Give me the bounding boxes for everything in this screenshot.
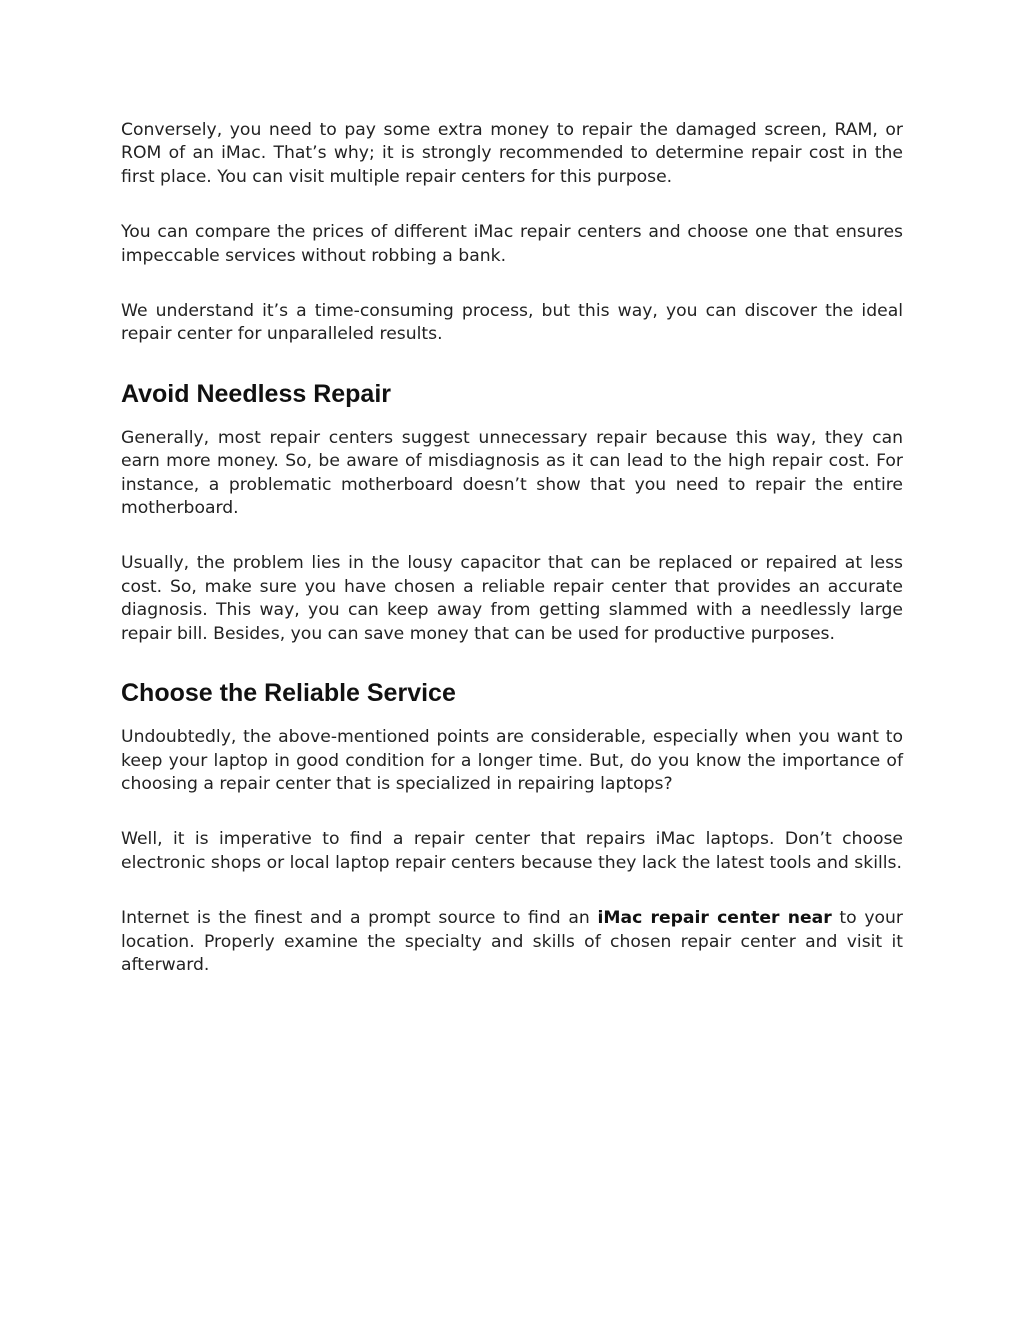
paragraph-above-mentioned-points: Undoubtedly, the above-mentioned points are considerable, especially when you want to keep your laptop in good condition for a longer time. But, do you know the importance of choosing a repair center that is specialized in repairing laptops? [121,727,903,794]
imac-repair-center-near-keyword: iMac repair center near [597,908,832,929]
document-page [121,119,903,1009]
internet-text-after: to your location. Properly examine the specialty and skills of chosen repair center and visit it afterward. [121,908,903,975]
internet-text-before: Internet is the finest and a prompt source to find an [121,908,598,929]
paragraph-unnecessary-repair: Generally, most repair centers suggest unnecessary repair because this way, they can earn more money. So, be aware of misdiagnosis as it can lead to the high repair cost. For instance, a problematic motherboard doesn’t show that you need to repair the entire motherboard. [121,427,903,519]
paragraph-lousy-capacitor: Usually, the problem lies in the lousy capacitor that can be replaced or repaired at less cost. So, make sure you have chosen a reliable repair center that provides an accurate diagnosis. This way, you can keep away from getting slammed with a needlessly large repair bill. Besides, you can save money that can be used for productive purposes. [121,553,903,644]
paragraph-time-consuming: We understand it’s a time-consuming process, but this way, you can discover the ideal repair center for unparalleled results. [121,301,903,345]
paragraph-imperative: Well, it is imperative to find a repair center that repairs iMac laptops. Don’t choose electronic shops or local laptop repair centers because they lack the latest tools and skills. [121,829,903,873]
paragraph-compare-prices: You can compare the prices of different iMac repair centers and choose one that ensures impeccable services without robbing a bank. [121,222,903,266]
paragraph-repair-cost: Conversely, you need to pay some extra money to repair the damaged screen, RAM, or ROM of an iMac. That’s why; it is strongly recommended to determine repair cost in the first place. You can visit multiple repair centers for this purpose. [121,120,903,187]
heading-choose-reliable-service: Choose the Reliable Service [121,679,456,708]
heading-avoid-needless-repair: Avoid Needless Repair [121,379,392,408]
paragraph-internet-source [121,907,903,977]
